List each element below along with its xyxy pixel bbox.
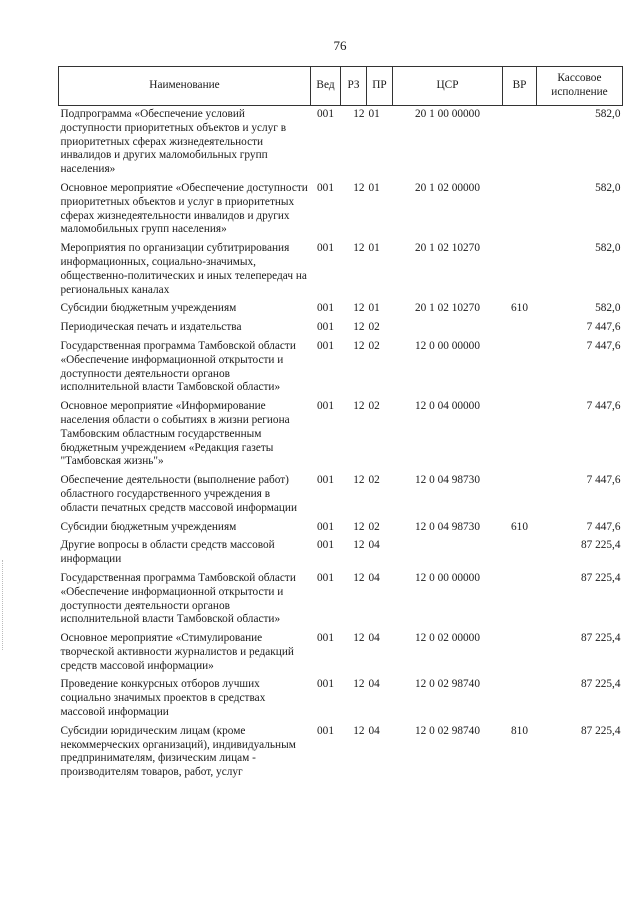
- row-name: Основное мероприятие «Стимулирование творческой активности журналистов и редакций средств массовой информации»: [60, 632, 294, 672]
- row-pr: 02: [368, 474, 380, 487]
- table-body: [59, 106, 623, 784]
- row-vr: [503, 319, 537, 338]
- row-amount: 7 447,6: [586, 474, 621, 487]
- row-name: Субсидии бюджетным учреждениям: [60, 302, 237, 315]
- row-csr: 20 1 00 00000: [415, 108, 480, 120]
- table-row: [59, 570, 623, 630]
- row-ved: 001: [317, 302, 334, 315]
- row-rz: 12: [353, 108, 365, 120]
- table-row: [59, 676, 623, 722]
- row-vr: [503, 338, 537, 398]
- row-csr: 12 0 04 98730: [415, 474, 480, 487]
- row-ved: 001: [317, 571, 334, 584]
- row-name: Подпрограмма «Обеспечение условий доступности приоритетных объектов и услуг в приоритетных сферах жизнедеятельности инвалидов и других маломобильных групп населения»: [60, 108, 287, 176]
- row-amount: 7 447,6: [586, 520, 621, 533]
- row-ved: 001: [317, 632, 334, 645]
- row-amount: 582,0: [595, 181, 621, 194]
- row-rz: 12: [353, 302, 365, 315]
- row-pr: 04: [368, 539, 380, 552]
- row-amount: 87 225,4: [580, 632, 621, 645]
- row-ved: 001: [317, 400, 334, 413]
- row-rz: 12: [353, 539, 365, 552]
- row-rz: 12: [353, 474, 365, 487]
- row-ved: 001: [317, 339, 334, 352]
- table-row: [59, 240, 623, 300]
- row-vr: [503, 537, 537, 570]
- row-vr: 610: [511, 520, 528, 533]
- table-row: [59, 180, 623, 240]
- row-rz: 12: [353, 724, 365, 737]
- row-pr: 04: [368, 678, 380, 691]
- row-amount: 87 225,4: [580, 678, 621, 691]
- table-row: [59, 398, 623, 472]
- row-amount: 582,0: [595, 108, 621, 120]
- header-vr: ВР: [503, 67, 537, 106]
- row-pr: 02: [368, 400, 380, 413]
- row-csr: 12 0 04 98730: [415, 520, 480, 533]
- row-ved: 001: [317, 242, 334, 255]
- header-pr: ПР: [367, 67, 393, 106]
- row-name: Другие вопросы в области средств массовой информации: [60, 539, 275, 566]
- row-pr: 01: [368, 302, 380, 315]
- margin-mark: [2, 560, 7, 650]
- row-amount: 87 225,4: [580, 539, 621, 552]
- row-amount: 7 447,6: [586, 339, 621, 352]
- budget-table: [58, 66, 623, 783]
- header-amount: Кассовое исполнение: [537, 67, 623, 106]
- table-row: [59, 300, 623, 319]
- row-pr: 01: [368, 181, 380, 194]
- table-row: [59, 519, 623, 538]
- row-rz: 12: [353, 339, 365, 352]
- row-rz: 12: [353, 242, 365, 255]
- row-amount: 582,0: [595, 242, 621, 255]
- table-row: [59, 319, 623, 338]
- row-name: Основное мероприятие «Информирование населения области о событиях в жизни региона Тамбовским областным государственным бюджетным учреждением «Редакция газеты "Тамбовская жизнь"»: [60, 400, 290, 468]
- table-row: [59, 472, 623, 518]
- row-amount: 582,0: [595, 302, 621, 315]
- row-ved: 001: [317, 724, 334, 737]
- row-csr: 12 0 00 00000: [415, 339, 480, 352]
- row-csr: 12 0 04 00000: [415, 400, 480, 413]
- row-ved: 001: [317, 181, 334, 194]
- page-number: 76: [333, 38, 347, 53]
- row-rz: 12: [353, 571, 365, 584]
- header-csr: ЦСР: [393, 67, 503, 106]
- row-pr: 04: [368, 724, 380, 737]
- row-name: Проведение конкурсных отборов лучших социально значимых проектов в средствах массовой информации: [60, 678, 266, 719]
- row-name: Периодическая печать и издательства: [60, 321, 242, 334]
- row-rz: 12: [353, 181, 365, 194]
- row-pr: 02: [368, 321, 380, 334]
- table-row: [59, 723, 623, 783]
- row-rz: 12: [353, 520, 365, 533]
- row-ved: 001: [317, 108, 334, 120]
- row-rz: 12: [353, 321, 365, 334]
- table-row: [59, 630, 623, 676]
- row-ved: 001: [317, 321, 334, 334]
- row-pr: 02: [368, 339, 380, 352]
- row-vr: [503, 240, 537, 300]
- row-amount: 87 225,4: [580, 571, 621, 584]
- row-name: Обеспечение деятельности (выполнение работ) областного государственного учреждения в области печатных средств массовой информации: [60, 474, 297, 514]
- header-row: [59, 67, 623, 106]
- header-ved: Вед: [311, 67, 341, 106]
- row-pr: 01: [368, 242, 380, 255]
- row-vr: [503, 180, 537, 240]
- row-name: Субсидии бюджетным учреждениям: [60, 520, 237, 533]
- row-ved: 001: [317, 539, 334, 552]
- row-pr: 02: [368, 520, 380, 533]
- row-rz: 12: [353, 632, 365, 645]
- row-vr: 610: [511, 302, 528, 315]
- row-vr: [503, 570, 537, 630]
- row-pr: 01: [368, 108, 380, 120]
- row-amount: 7 447,6: [586, 400, 621, 413]
- row-csr: 20 1 02 10270: [415, 242, 480, 255]
- row-csr: [393, 537, 503, 570]
- row-csr: 20 1 02 10270: [415, 302, 480, 315]
- row-rz: 12: [353, 678, 365, 691]
- row-csr: 12 0 00 00000: [415, 571, 480, 584]
- row-csr: [393, 319, 503, 338]
- row-name: Государственная программа Тамбовской области «Обеспечение информационной открытости и доступности деятельности органов исполнительной власти Тамбовской области»: [60, 571, 296, 626]
- row-vr: [503, 676, 537, 722]
- table-row: [59, 106, 623, 180]
- row-amount: 7 447,6: [586, 321, 621, 334]
- row-vr: [503, 472, 537, 518]
- row-name: Субсидии юридическим лицам (кроме некоммерческих организаций), индивидуальным предпринимателям, физическим лицам - производителям товаров, работ, услуг: [60, 724, 296, 779]
- row-pr: 04: [368, 632, 380, 645]
- row-csr: 12 0 02 98740: [415, 724, 480, 737]
- row-name: Государственная программа Тамбовской области «Обеспечение информационной открытости и доступности деятельности органов исполнительной власти Тамбовской области»: [60, 339, 296, 394]
- row-csr: 12 0 02 00000: [415, 632, 480, 645]
- row-rz: 12: [353, 400, 365, 413]
- table-row: [59, 537, 623, 570]
- table-header: [59, 67, 623, 106]
- row-vr: [503, 398, 537, 472]
- row-vr: [503, 630, 537, 676]
- row-ved: 001: [317, 520, 334, 533]
- row-name: Основное мероприятие «Обеспечение доступности приоритетных объектов и услуг в приоритетных сферах жизнедеятельности инвалидов и других маломобильных групп населения»: [60, 181, 308, 236]
- row-csr: 20 1 02 00000: [415, 181, 480, 194]
- row-ved: 001: [317, 678, 334, 691]
- row-csr: 12 0 02 98740: [415, 678, 480, 691]
- row-ved: 001: [317, 474, 334, 487]
- row-vr: [503, 106, 537, 180]
- row-pr: 04: [368, 571, 380, 584]
- table-row: [59, 338, 623, 398]
- row-amount: 87 225,4: [580, 724, 621, 737]
- header-name: Наименование: [59, 67, 311, 106]
- row-vr: 810: [511, 724, 528, 737]
- header-rz: РЗ: [341, 67, 367, 106]
- row-name: Мероприятия по организации субтитрирования информационных, социально-значимых, общественно-политических и иных телепередач на региональных каналах: [60, 242, 307, 296]
